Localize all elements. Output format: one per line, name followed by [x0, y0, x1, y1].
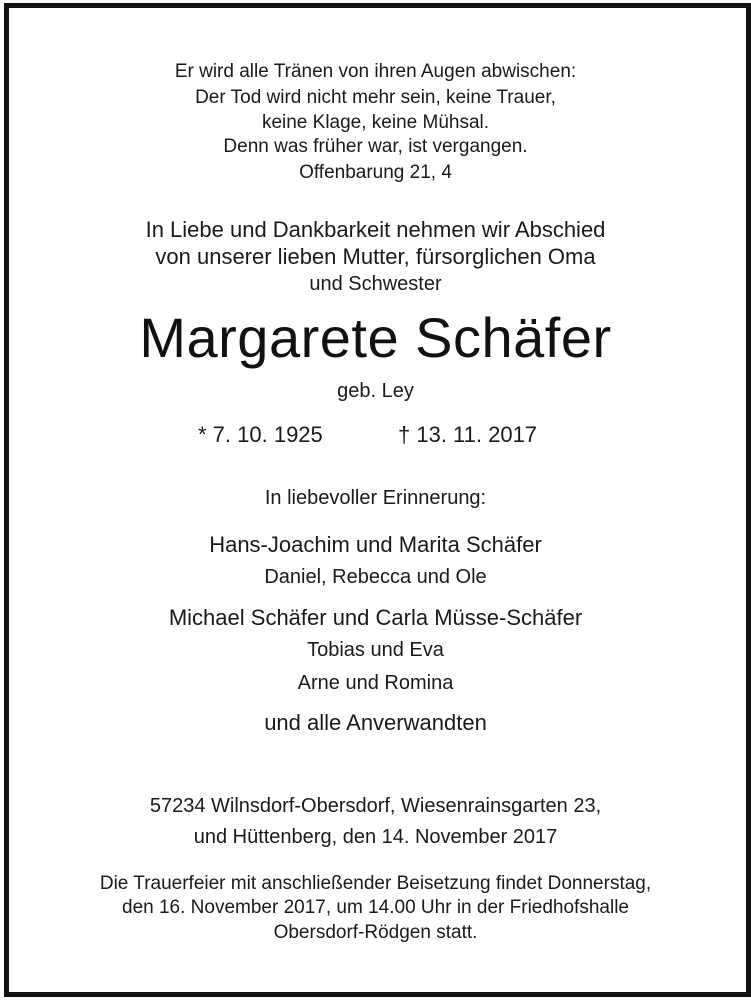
children-line: Daniel, Rebecca und Ole: [264, 566, 487, 588]
verse-reference: Offenbarung 21, 4: [299, 162, 452, 183]
verse-line: Denn was früher war, ist vergangen.: [223, 136, 528, 157]
intro-line: und Schwester: [309, 273, 442, 295]
children-line: Tobias und Eva: [307, 639, 444, 661]
children-line: Arne und Romina: [297, 672, 454, 694]
verse-line: Der Tod wird nicht mehr sein, keine Trauer,: [195, 87, 556, 108]
verse-line: Er wird alle Tränen von ihren Augen abwischen:: [174, 61, 577, 82]
funeral-info-line: Die Trauerfeier mit anschließender Beisetzung findet Donnerstag,: [99, 873, 652, 894]
deceased-name: Margarete Schäfer: [139, 306, 612, 369]
intro-line: von unserer lieben Mutter, fürsorglichen Oma: [155, 244, 596, 269]
address-line: 57234 Wilnsdorf-Obersdorf, Wiesenrainsgarten 23,: [149, 795, 602, 817]
mourners-heading: In liebevoller Erinnerung:: [264, 487, 487, 509]
birth-date: * 7. 10. 1925: [198, 422, 323, 447]
birth-name: geb. Ley: [337, 380, 414, 402]
relatives-line: und alle Anverwandten: [264, 710, 487, 735]
verse-line: keine Klage, keine Mühsal.: [261, 112, 490, 133]
family-line: Hans-Joachim und Marita Schäfer: [209, 532, 542, 557]
death-date: † 13. 11. 2017: [398, 422, 538, 447]
family-line: Michael Schäfer und Carla Müsse-Schäfer: [168, 605, 583, 630]
address-line: und Hüttenberg, den 14. November 2017: [193, 826, 558, 848]
funeral-info-line: Obersdorf-Rödgen statt.: [273, 922, 478, 943]
funeral-info-line: den 16. November 2017, um 14.00 Uhr in der Friedhofshalle: [122, 897, 629, 918]
intro-line: In Liebe und Dankbarkeit nehmen wir Abschied: [145, 217, 606, 242]
